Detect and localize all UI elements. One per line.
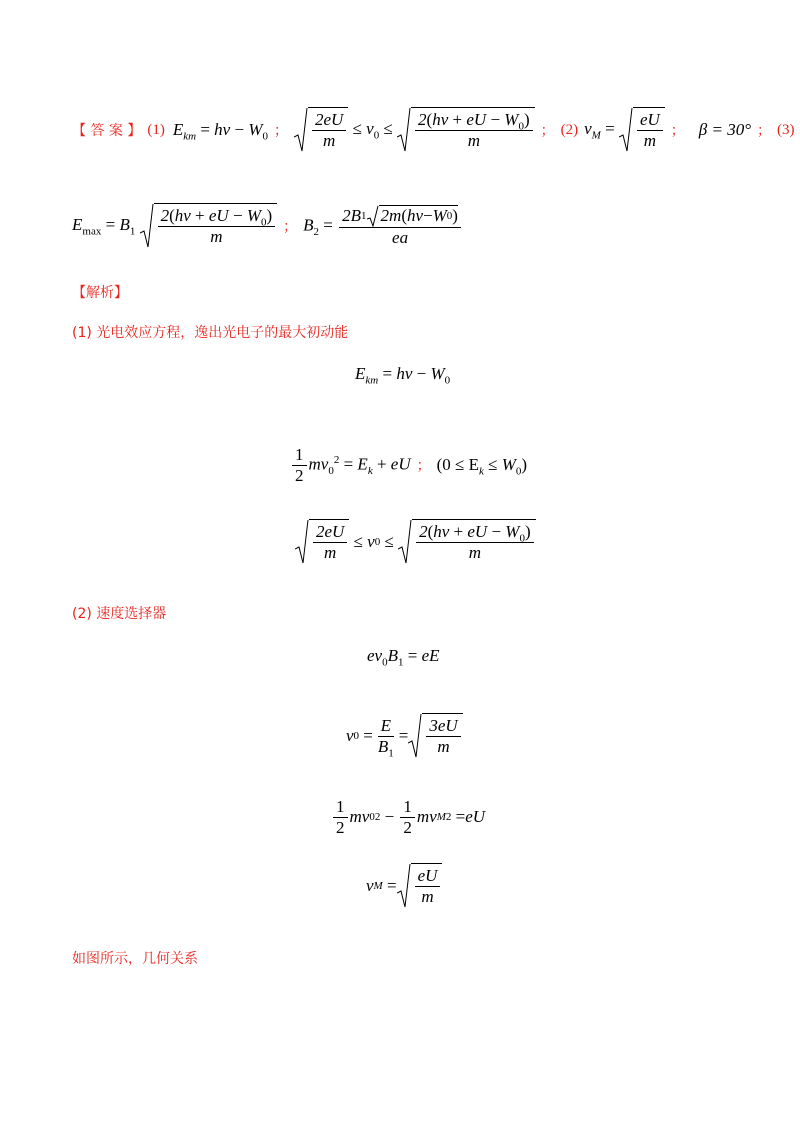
range-open: (0 ≤ E — [436, 455, 480, 474]
answer-header: 【 答 案 】 — [72, 123, 142, 139]
eq-energy: $\frac{1}{2}$ $mv_0^2 = E_k$ + eU ； $(0 \le E_k \le W_0)$ — [290, 440, 527, 490]
eq-v0-range: $\frac{2eU}{m}$ ≤ v 0 ≤ $\frac{2(h\nu + eU - W_0)}{m}$ — [295, 514, 536, 570]
sqrt-icon — [619, 107, 633, 153]
eq-vm: v M = $\frac{eU}{m}$ — [366, 858, 442, 914]
separator: ； — [757, 123, 772, 139]
formula-b2: $B_2$ = 2B 1 2m ( hν − W 0 ) ea — [303, 205, 463, 248]
sqrt-icon — [397, 863, 411, 909]
sqrt-icon — [408, 713, 422, 759]
analysis-part-1-text: (1) 光电效应方程，逸出光电子的最大初动能 — [72, 325, 349, 341]
separator: ； — [670, 123, 685, 139]
answer-line-1 — [72, 102, 795, 158]
formula-ekm: $E_{km} = h\nu - W_0$ — [172, 120, 268, 143]
part-2-label: (2) — [560, 121, 579, 138]
answer-line-2 — [72, 198, 463, 254]
eq-ekm: $E_{km} = h\nu - W_0$ — [355, 364, 451, 387]
eq-kinetic: $\frac{1}{2}$ mv 0 2 − $\frac{1}{2}$ mv M 2 = eU — [331, 792, 485, 842]
sqrt-icon — [398, 519, 412, 565]
separator: ； — [273, 123, 288, 139]
part-1-label: (1) — [147, 121, 165, 138]
separator: ； — [283, 219, 298, 235]
analysis-part-2-text: (2) 速度选择器 — [72, 606, 167, 622]
semicolon: ； — [416, 458, 431, 474]
formula-emax: $E_{max} = B_1$ $\frac{2(h\nu + eU - W_0)}{m}$ — [72, 203, 277, 249]
sqrt-icon — [295, 519, 309, 565]
part-3-label: (3) — [777, 121, 795, 138]
eq-balance: $ev_0B_1$ = eE — [367, 646, 440, 669]
analysis-header: 【解析】 — [72, 285, 128, 301]
formula-beta: β = 30° — [698, 120, 752, 139]
sqrt-icon — [367, 205, 379, 227]
sqrt-icon — [140, 203, 154, 249]
sqrt-icon — [294, 107, 308, 153]
separator: ； — [540, 123, 555, 139]
formula-vm: $v_M$ = $\frac{eU}{m}$ — [584, 107, 665, 153]
eq-v0: v 0 = $\frac{E}{B_1}$ = $\frac{3eU}{m}$ — [346, 708, 463, 764]
formula-v0-range: $\frac{2eU}{m}$ ≤ $v_0$ ≤ $\frac{2(h\nu + eU - W_0)}{m}$ — [294, 107, 535, 153]
analysis-geometry-text: 如图所示，几何关系 — [72, 951, 198, 967]
sqrt-icon — [397, 107, 411, 153]
